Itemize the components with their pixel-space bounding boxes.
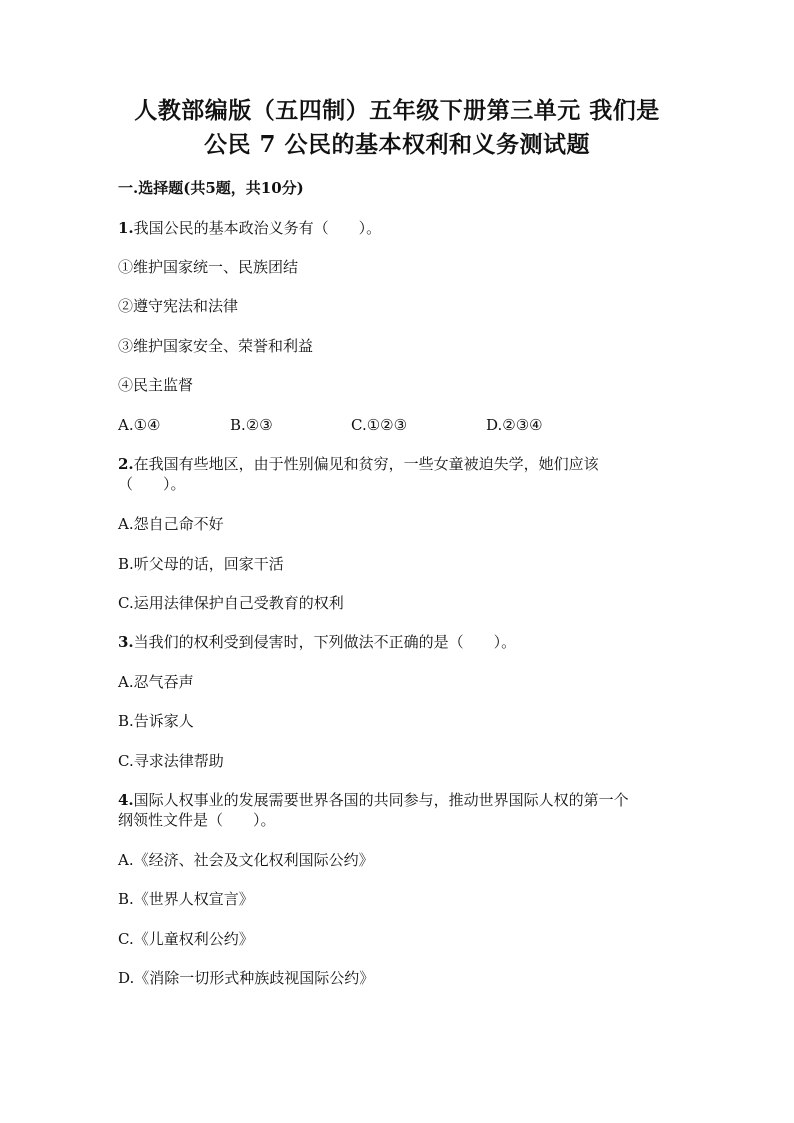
question-2-stem-line-2: （ ）。 — [118, 475, 186, 493]
question-4-stem-line-2: 纲领性文件是（ ）。 — [118, 811, 276, 829]
question-1-stem — [118, 218, 381, 238]
question-3-option-b[interactable]: B.告诉家人 — [118, 712, 194, 730]
page-title-line-1: 人教部编版（五四制）五年级下册第三单元 我们是 — [134, 97, 660, 124]
question-3-text: 当我们的权利受到侵害时，下列做法不正确的是（ ）。 — [133, 633, 517, 651]
question-1-option-a[interactable]: A.①④ — [118, 416, 161, 434]
section-heading: 一.选择题(共5题，共10分) — [118, 179, 304, 197]
question-2-text-1: 在我国有些地区，由于性别偏见和贫穷，一些女童被迫失学，她们应该 — [133, 455, 599, 473]
question-4-text-1: 国际人权事业的发展需要世界各国的共同参与，推动世界国际人权的第一个 — [133, 791, 629, 809]
question-1-text: 我国公民的基本政治义务有（ ）。 — [133, 219, 382, 237]
question-3-option-a[interactable]: A.忍气吞声 — [118, 673, 194, 691]
question-2-option-c[interactable]: C.运用法律保护自己受教育的权利 — [118, 594, 344, 612]
question-1-option-b[interactable]: B.②③ — [230, 416, 273, 434]
question-1-item-3: ③维护国家安全、荣誉和利益 — [118, 337, 314, 355]
question-4-option-c[interactable]: C.《儿童权利公约》 — [118, 930, 254, 948]
question-2-option-b[interactable]: B.听父母的话，回家干活 — [118, 555, 284, 573]
question-1-option-d[interactable]: D.②③④ — [486, 416, 543, 434]
question-1-number: 1. — [118, 219, 134, 237]
question-1-item-1: ①维护国家统一、民族团结 — [118, 258, 299, 276]
question-4-number: 4. — [118, 791, 134, 809]
question-4-stem-line-1 — [118, 790, 629, 810]
question-4-option-b[interactable]: B.《世界人权宣言》 — [118, 890, 254, 908]
question-3-stem — [118, 632, 516, 652]
question-2-number: 2. — [118, 455, 134, 473]
question-1-option-c[interactable]: C.①②③ — [351, 416, 408, 434]
question-3-option-c[interactable]: C.寻求法律帮助 — [118, 752, 224, 770]
question-1-item-2: ②遵守宪法和法律 — [118, 297, 239, 315]
page-title-line-2: 公民 7 公民的基本权利和义务测试题 — [203, 131, 591, 158]
question-2-stem-line-1 — [118, 454, 599, 474]
question-2-option-a[interactable]: A.怨自己命不好 — [118, 515, 224, 533]
question-1-item-4: ④民主监督 — [118, 376, 194, 394]
question-4-option-d[interactable]: D.《消除一切形式种族歧视国际公约》 — [118, 969, 375, 987]
question-3-number: 3. — [118, 633, 134, 651]
question-4-option-a[interactable]: A.《经济、社会及文化权利国际公约》 — [118, 851, 374, 869]
